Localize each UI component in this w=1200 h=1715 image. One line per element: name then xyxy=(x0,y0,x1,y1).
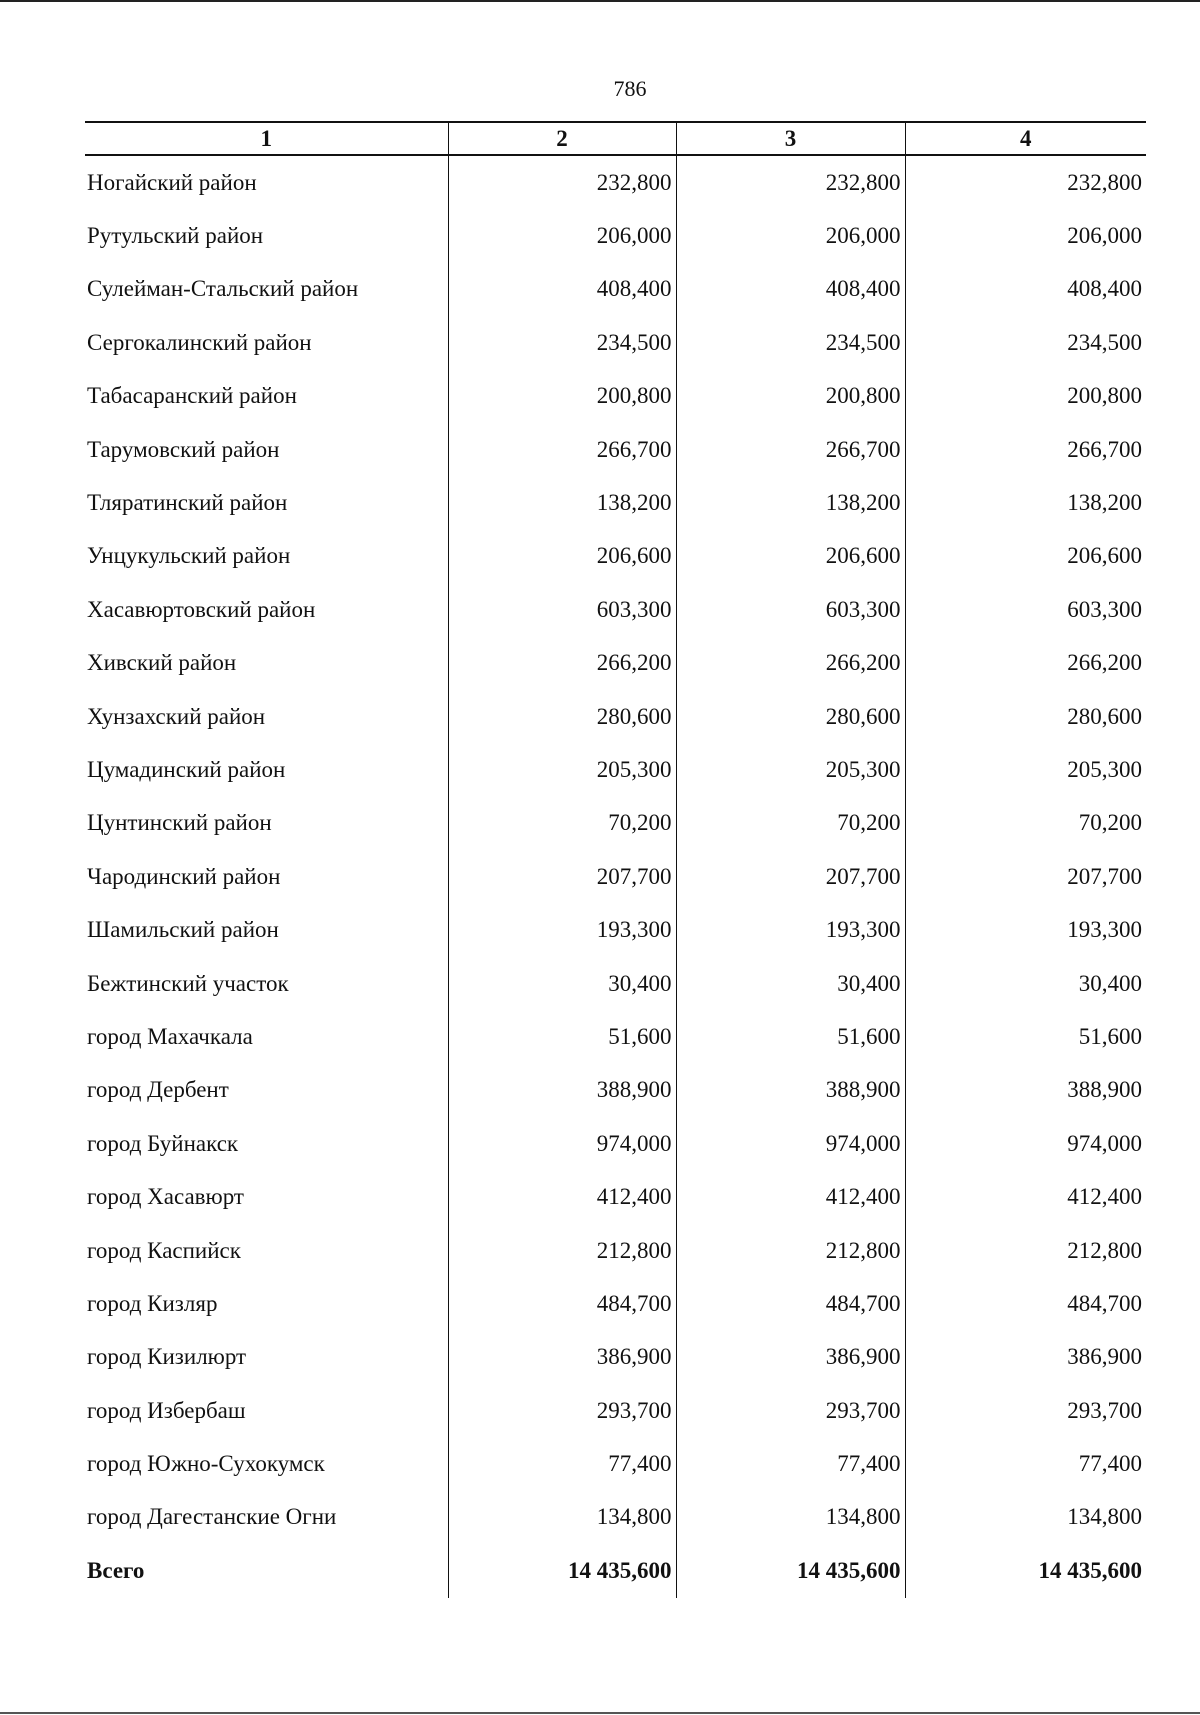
row-value-col3: 206,600 xyxy=(676,530,905,583)
table-body xyxy=(85,155,1146,1598)
row-value-col2: 134,800 xyxy=(448,1491,676,1544)
row-value-col2: 234,500 xyxy=(448,316,676,369)
row-name: Унцукульский район xyxy=(87,543,291,569)
row-name: город Южно-Сухокумск xyxy=(87,1451,325,1477)
table-row xyxy=(85,1437,1146,1490)
row-value-col3: 206,000 xyxy=(676,209,905,262)
row-value-col2: 51,600 xyxy=(448,1010,676,1063)
row-value-col4: 30,400 xyxy=(905,957,1146,1010)
table-row xyxy=(85,1491,1146,1544)
table-row xyxy=(85,797,1146,850)
row-value-col2: 603,300 xyxy=(448,583,676,636)
table-row xyxy=(85,903,1146,956)
table-header xyxy=(85,122,1146,155)
row-value-col4: 484,700 xyxy=(905,1277,1146,1330)
total-label: Всего xyxy=(87,1557,145,1583)
row-value-col4: 266,700 xyxy=(905,423,1146,476)
row-value-col3: 70,200 xyxy=(676,797,905,850)
row-name: город Избербаш xyxy=(87,1397,246,1423)
row-value-col2: 212,800 xyxy=(448,1224,676,1277)
row-name: город Буйнакск xyxy=(87,1130,239,1156)
page-number: 786 xyxy=(613,76,647,101)
row-value-col2: 193,300 xyxy=(448,903,676,956)
table-row xyxy=(85,155,1146,209)
column-header-2: 2 xyxy=(448,122,676,155)
table-row xyxy=(85,957,1146,1010)
row-value-col2: 207,700 xyxy=(448,850,676,903)
row-value-col4: 412,400 xyxy=(905,1170,1146,1223)
total-value-col3: 14 435,600 xyxy=(676,1544,905,1597)
table-row xyxy=(85,1170,1146,1223)
table-row xyxy=(85,1277,1146,1330)
table-row xyxy=(85,209,1146,262)
table-row xyxy=(85,1224,1146,1277)
row-value-col4: 293,700 xyxy=(905,1384,1146,1437)
row-value-col4: 408,400 xyxy=(905,263,1146,316)
table-row xyxy=(85,1384,1146,1437)
budget-table xyxy=(85,121,1146,1598)
row-value-col4: 266,200 xyxy=(905,637,1146,690)
row-value-col4: 974,000 xyxy=(905,1117,1146,1170)
row-value-col3: 412,400 xyxy=(676,1170,905,1223)
row-name: город Махачкала xyxy=(87,1023,253,1049)
row-value-col3: 193,300 xyxy=(676,903,905,956)
table-row xyxy=(85,690,1146,743)
column-header-1: 1 xyxy=(85,122,448,155)
row-value-col3: 408,400 xyxy=(676,263,905,316)
row-value-col3: 974,000 xyxy=(676,1117,905,1170)
row-value-col2: 205,300 xyxy=(448,743,676,796)
table-row xyxy=(85,850,1146,903)
row-value-col4: 212,800 xyxy=(905,1224,1146,1277)
row-value-col3: 280,600 xyxy=(676,690,905,743)
row-value-col4: 134,800 xyxy=(905,1491,1146,1544)
table-row xyxy=(85,1064,1146,1117)
row-value-col2: 200,800 xyxy=(448,370,676,423)
row-value-col4: 138,200 xyxy=(905,476,1146,529)
page-bottom-border xyxy=(0,1712,1200,1714)
row-value-col2: 293,700 xyxy=(448,1384,676,1437)
row-value-col4: 51,600 xyxy=(905,1010,1146,1063)
row-value-col2: 70,200 xyxy=(448,797,676,850)
row-name: город Дагестанские Огни xyxy=(87,1504,337,1530)
row-name: Рутульский район xyxy=(87,223,264,249)
row-name: Бежтинский участок xyxy=(87,970,289,996)
page-top-border xyxy=(0,0,1200,2)
table-row xyxy=(85,476,1146,529)
row-value-col3: 207,700 xyxy=(676,850,905,903)
row-name: город Кизляр xyxy=(87,1290,218,1316)
row-value-col2: 266,700 xyxy=(448,423,676,476)
row-value-col2: 206,000 xyxy=(448,209,676,262)
row-value-col3: 205,300 xyxy=(676,743,905,796)
table-row xyxy=(85,1010,1146,1063)
row-value-col3: 134,800 xyxy=(676,1491,905,1544)
row-name: Тляратинский район xyxy=(87,490,288,516)
row-name: город Каспийск xyxy=(87,1237,241,1263)
row-value-col4: 205,300 xyxy=(905,743,1146,796)
row-value-col3: 212,800 xyxy=(676,1224,905,1277)
row-value-col3: 386,900 xyxy=(676,1331,905,1384)
row-value-col4: 206,600 xyxy=(905,530,1146,583)
table-row xyxy=(85,583,1146,636)
row-name: город Хасавюрт xyxy=(87,1184,244,1210)
row-value-col2: 232,800 xyxy=(448,155,676,209)
table-row xyxy=(85,370,1146,423)
row-value-col3: 388,900 xyxy=(676,1064,905,1117)
row-value-col4: 386,900 xyxy=(905,1331,1146,1384)
row-value-col3: 266,700 xyxy=(676,423,905,476)
row-name: город Кизилюрт xyxy=(87,1344,247,1370)
table-row xyxy=(85,1117,1146,1170)
table-row xyxy=(85,1331,1146,1384)
row-value-col2: 30,400 xyxy=(448,957,676,1010)
row-name: Хивский район xyxy=(87,650,237,676)
row-name: Табасаранский район xyxy=(87,383,297,409)
row-value-col4: 77,400 xyxy=(905,1437,1146,1490)
row-value-col3: 232,800 xyxy=(676,155,905,209)
total-value-col2: 14 435,600 xyxy=(448,1544,676,1597)
header-row xyxy=(85,122,1146,155)
row-value-col2: 77,400 xyxy=(448,1437,676,1490)
row-value-col4: 200,800 xyxy=(905,370,1146,423)
row-value-col2: 412,400 xyxy=(448,1170,676,1223)
row-value-col3: 266,200 xyxy=(676,637,905,690)
table-row xyxy=(85,637,1146,690)
row-value-col4: 70,200 xyxy=(905,797,1146,850)
row-value-col2: 138,200 xyxy=(448,476,676,529)
row-value-col4: 193,300 xyxy=(905,903,1146,956)
row-value-col2: 408,400 xyxy=(448,263,676,316)
total-row xyxy=(85,1544,1146,1597)
table-row xyxy=(85,423,1146,476)
table-row xyxy=(85,530,1146,583)
row-value-col3: 51,600 xyxy=(676,1010,905,1063)
row-value-col3: 200,800 xyxy=(676,370,905,423)
row-value-col3: 30,400 xyxy=(676,957,905,1010)
row-name: Сергокалинский район xyxy=(87,329,312,355)
row-value-col4: 232,800 xyxy=(905,155,1146,209)
budget-table-container xyxy=(85,121,1146,1598)
row-value-col3: 603,300 xyxy=(676,583,905,636)
column-header-3: 3 xyxy=(676,122,905,155)
row-value-col4: 207,700 xyxy=(905,850,1146,903)
row-name: Цунтинский район xyxy=(87,810,272,836)
row-value-col3: 138,200 xyxy=(676,476,905,529)
total-value-col4: 14 435,600 xyxy=(905,1544,1146,1597)
row-value-col2: 386,900 xyxy=(448,1331,676,1384)
row-name: Тарумовский район xyxy=(87,436,280,462)
row-name: город Дербент xyxy=(87,1077,229,1103)
row-value-col3: 484,700 xyxy=(676,1277,905,1330)
row-value-col3: 77,400 xyxy=(676,1437,905,1490)
row-name: Ногайский район xyxy=(87,169,257,195)
row-value-col2: 484,700 xyxy=(448,1277,676,1330)
row-value-col4: 280,600 xyxy=(905,690,1146,743)
row-value-col2: 206,600 xyxy=(448,530,676,583)
table-row xyxy=(85,743,1146,796)
row-name: Хунзахский район xyxy=(87,703,266,729)
row-name: Хасавюртовский район xyxy=(87,596,316,622)
row-value-col3: 234,500 xyxy=(676,316,905,369)
row-value-col2: 266,200 xyxy=(448,637,676,690)
row-name: Чародинский район xyxy=(87,863,281,889)
row-value-col3: 293,700 xyxy=(676,1384,905,1437)
row-value-col4: 206,000 xyxy=(905,209,1146,262)
row-value-col4: 603,300 xyxy=(905,583,1146,636)
row-value-col2: 974,000 xyxy=(448,1117,676,1170)
row-name: Шамильский район xyxy=(87,917,279,943)
row-name: Сулейман-Стальский район xyxy=(87,276,359,302)
column-header-4: 4 xyxy=(905,122,1146,155)
row-value-col4: 234,500 xyxy=(905,316,1146,369)
row-name: Цумадинский район xyxy=(87,756,286,782)
table-row xyxy=(85,316,1146,369)
row-value-col2: 280,600 xyxy=(448,690,676,743)
row-value-col2: 388,900 xyxy=(448,1064,676,1117)
table-row xyxy=(85,263,1146,316)
row-value-col4: 388,900 xyxy=(905,1064,1146,1117)
